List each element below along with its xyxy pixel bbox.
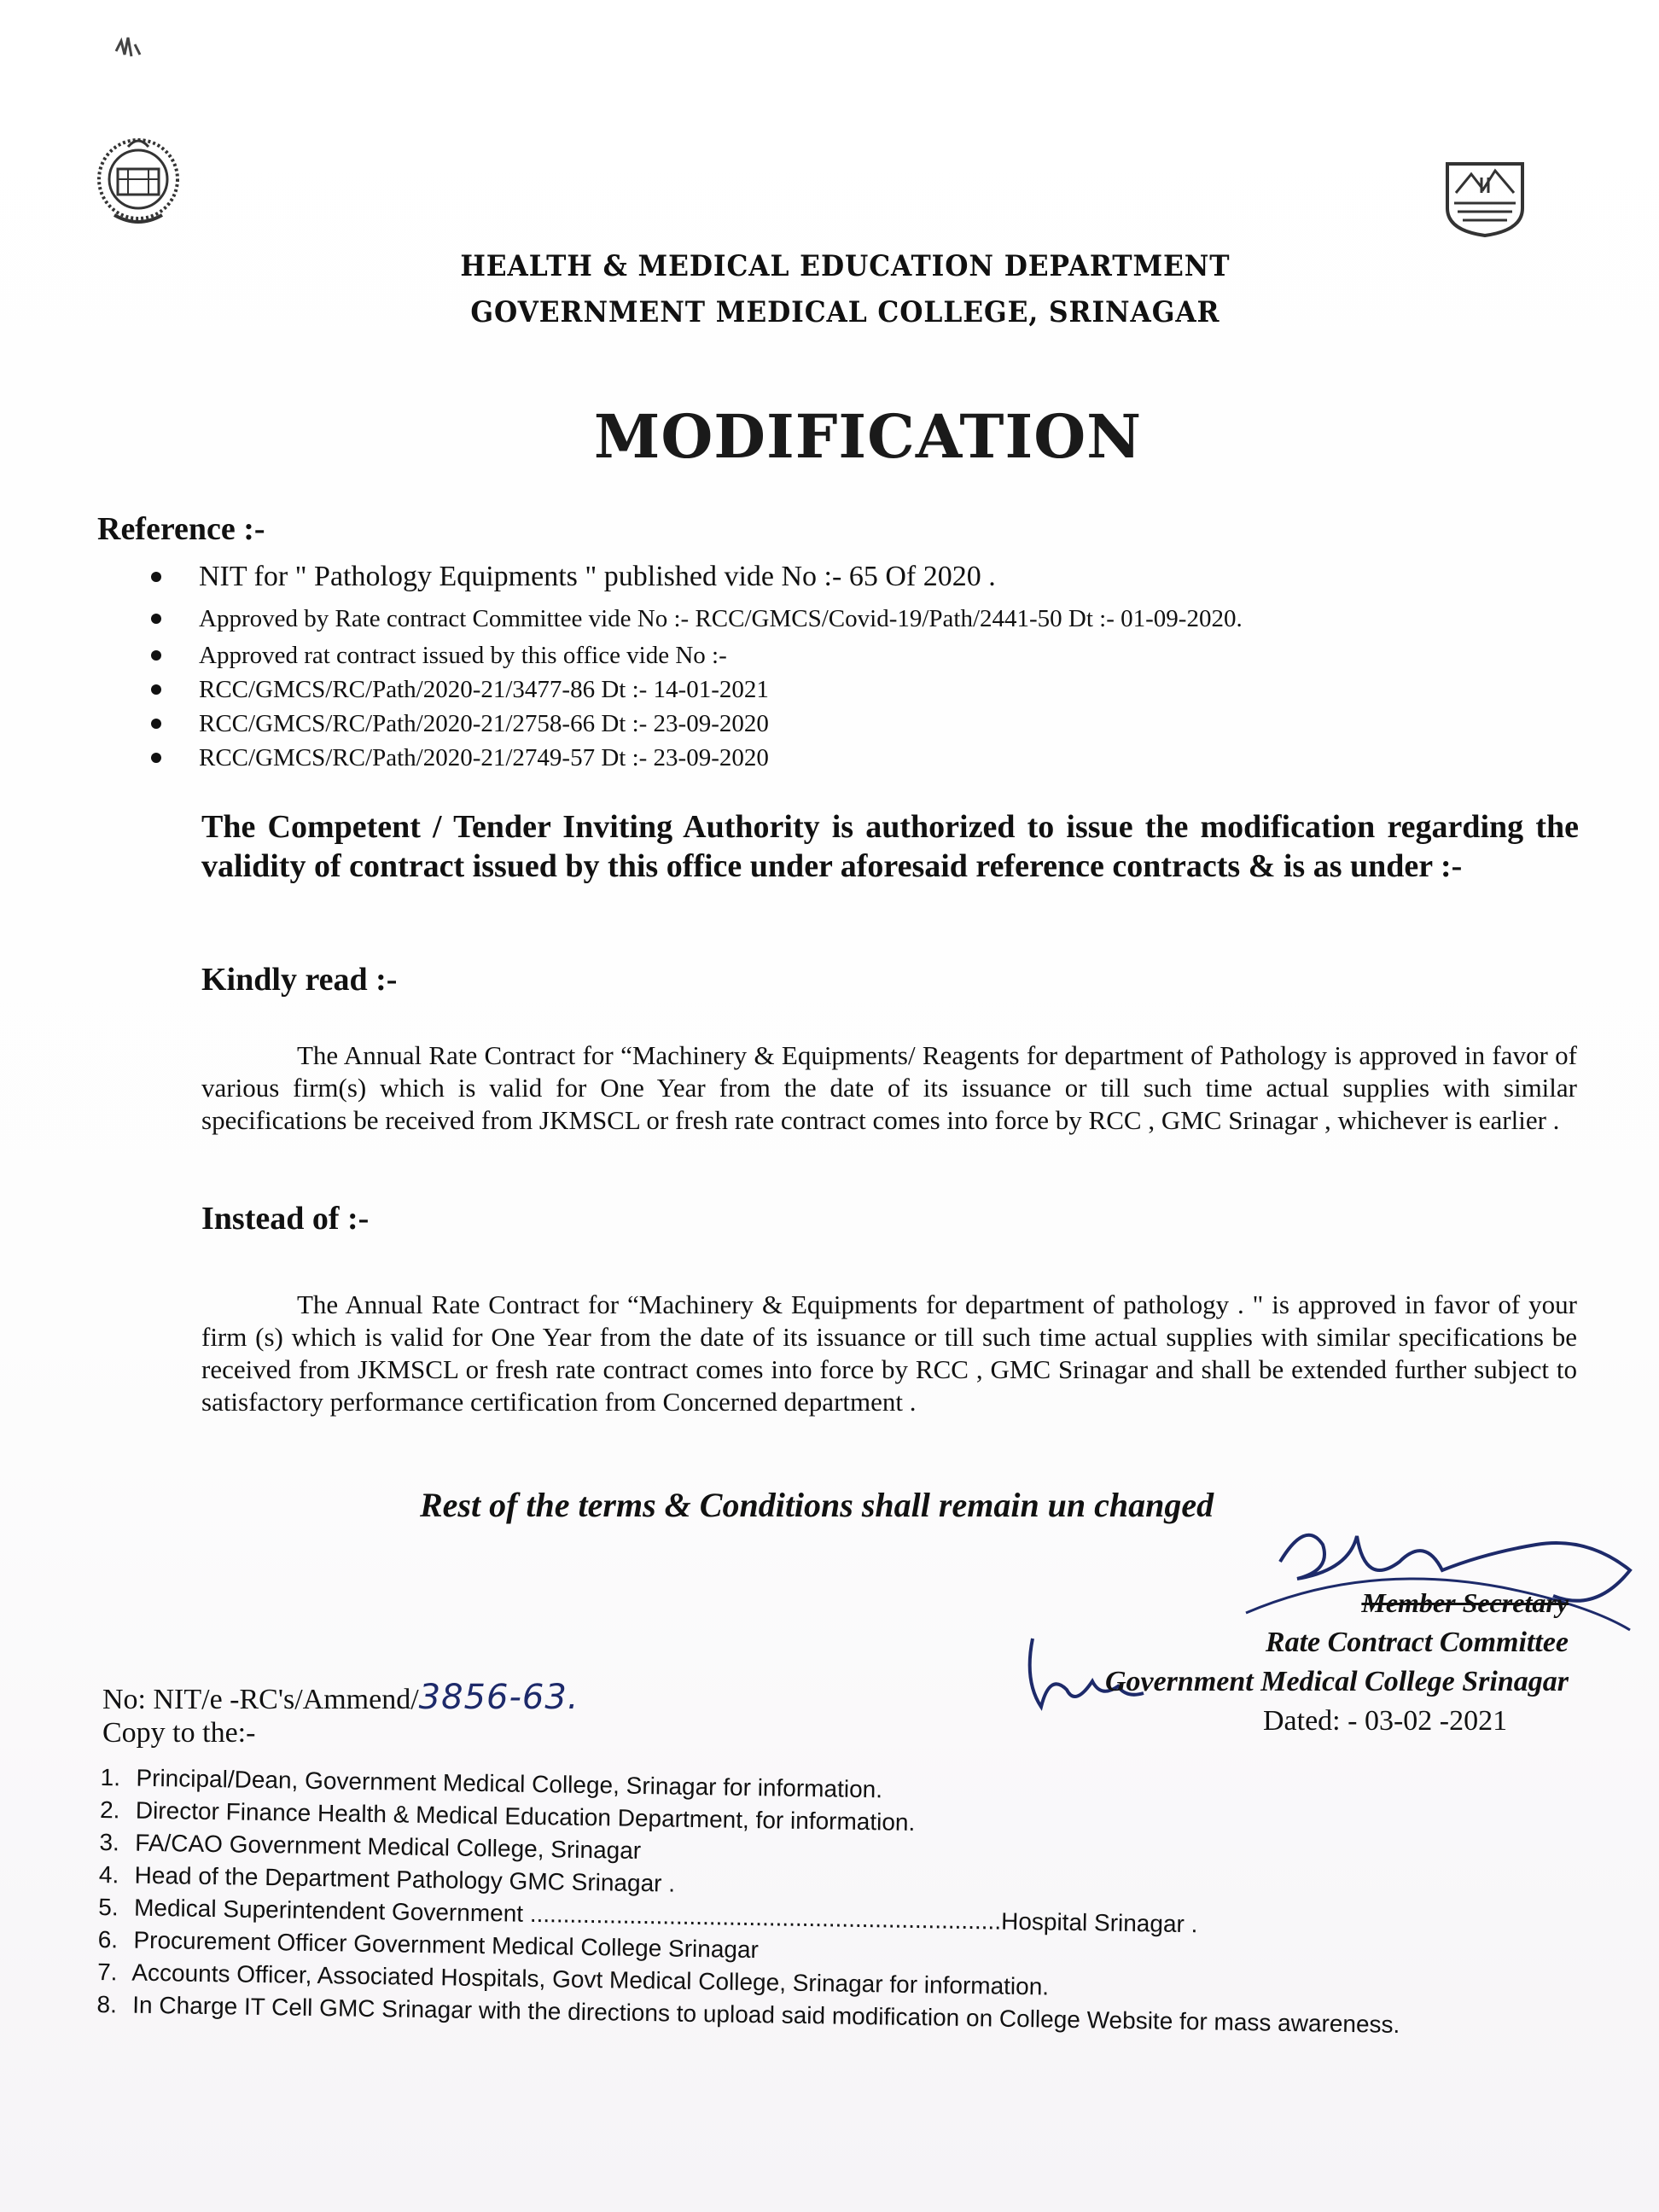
list-item: 3. FA/CAO Government Medical College, Srinagar <box>99 1828 642 1864</box>
reference-list <box>149 555 1243 775</box>
reference-item: NIT for " Pathology Equipments " published vide No :- 65 Of 2020 . <box>149 555 1243 599</box>
signatory-college: Government Medical College Srinagar <box>1104 1666 1569 1697</box>
terms-note: Rest of the terms & Conditions shall remain un changed <box>420 1486 1214 1524</box>
copy-to-list <box>96 1761 1404 2041</box>
state-emblem-icon <box>92 126 184 234</box>
department-name: HEALTH & MEDICAL EDUCATION DEPARTMENT <box>460 249 1231 283</box>
instead-of-heading: Instead of :- <box>201 1201 370 1237</box>
order-prefix: No: NIT/e -RC's/Ammend/ <box>102 1684 419 1715</box>
date-label: Dated: - <box>1263 1705 1358 1737</box>
page-title: MODIFICATION <box>593 401 1143 472</box>
issue-date <box>1263 1705 1507 1738</box>
signatory-committee: Rate Contract Committee <box>1265 1627 1569 1658</box>
kindly-read-paragraph: The Annual Rate Contract for “Machinery & Equipments/ Reagents for department of Pathology is approved in favor of various firm(s) which is valid for One Year from the date of its issuance or till such time actual supplies with similar specifications be received from JKMSCL or fresh rate contract comes into force by RCC , GMC Srinagar , whichever is earlier . <box>201 1040 1577 1135</box>
order-number <box>102 1678 579 1717</box>
college-name: GOVERNMENT MEDICAL COLLEGE, SRINAGAR <box>470 295 1220 329</box>
list-item: 7. Accounts Officer, Associated Hospitals, Govt Medical College, Srinagar for information. <box>96 1958 1050 2000</box>
kindly-read-heading: Kindly read :- <box>201 962 398 998</box>
reference-item: RCC/GMCS/RC/Path/2020-21/2758-66 Dt :- 23-09-2020 <box>149 707 1243 741</box>
reference-item: Approved rat contract issued by this office vide No :- <box>149 638 1243 672</box>
copy-to-heading: Copy to the:- <box>102 1717 256 1749</box>
list-item: 8. In Charge IT Cell GMC Srinagar with the directions to upload said modification on College Website for mass awareness. <box>96 1990 1400 2038</box>
instead-of-paragraph: The Annual Rate Contract for “Machinery & Equipments for department of pathology . " is approved in favor of your firm (s) which is valid for One Year from the date of its issuance or till such time actual supplies with similar specifications be received from JKMSCL or fresh rate contract comes into force by RCC , GMC Srinagar and shall be extended further subject to satisfactory performance certification from Concerned department . <box>201 1289 1577 1417</box>
list-item: 4. Head of the Department Pathology GMC Srinagar . <box>98 1860 676 1897</box>
list-item: 1. Principal/Dean, Government Medical College, Srinagar for information. <box>100 1763 883 1803</box>
list-item: 5. Medical Superintendent Government .......................................................................Hospital Srinagar . <box>98 1893 1198 1938</box>
college-logo-icon <box>1442 159 1528 239</box>
reference-item: RCC/GMCS/RC/Path/2020-21/2749-57 Dt :- 23-09-2020 <box>149 741 1243 775</box>
list-item: 6. Procurement Officer Government Medical College Srinagar <box>97 1925 760 1964</box>
order-handwritten-number: 3856-63. <box>418 1678 579 1717</box>
date-value: 03-02 -2021 <box>1364 1705 1508 1737</box>
scan-mark-icon <box>109 26 160 68</box>
list-item: 2. Director Finance Health & Medical Education Department, for information. <box>99 1796 916 1836</box>
reference-heading: Reference :- <box>97 511 265 547</box>
reference-item: Approved by Rate contract Committee vide No :- RCC/GMCS/Covid-19/Path/2441-50 Dt :- 01-09-2020. <box>149 599 1243 638</box>
signatory-designation: Member Secretary <box>1361 1587 1569 1618</box>
reference-item: RCC/GMCS/RC/Path/2020-21/3477-86 Dt :- 14-01-2021 <box>149 672 1243 707</box>
intro-statement: The Competent / Tender Inviting Authority is authorized to issue the modification regarding the validity of contract issued by this office under aforesaid reference contracts & is as under :- <box>201 809 1579 884</box>
